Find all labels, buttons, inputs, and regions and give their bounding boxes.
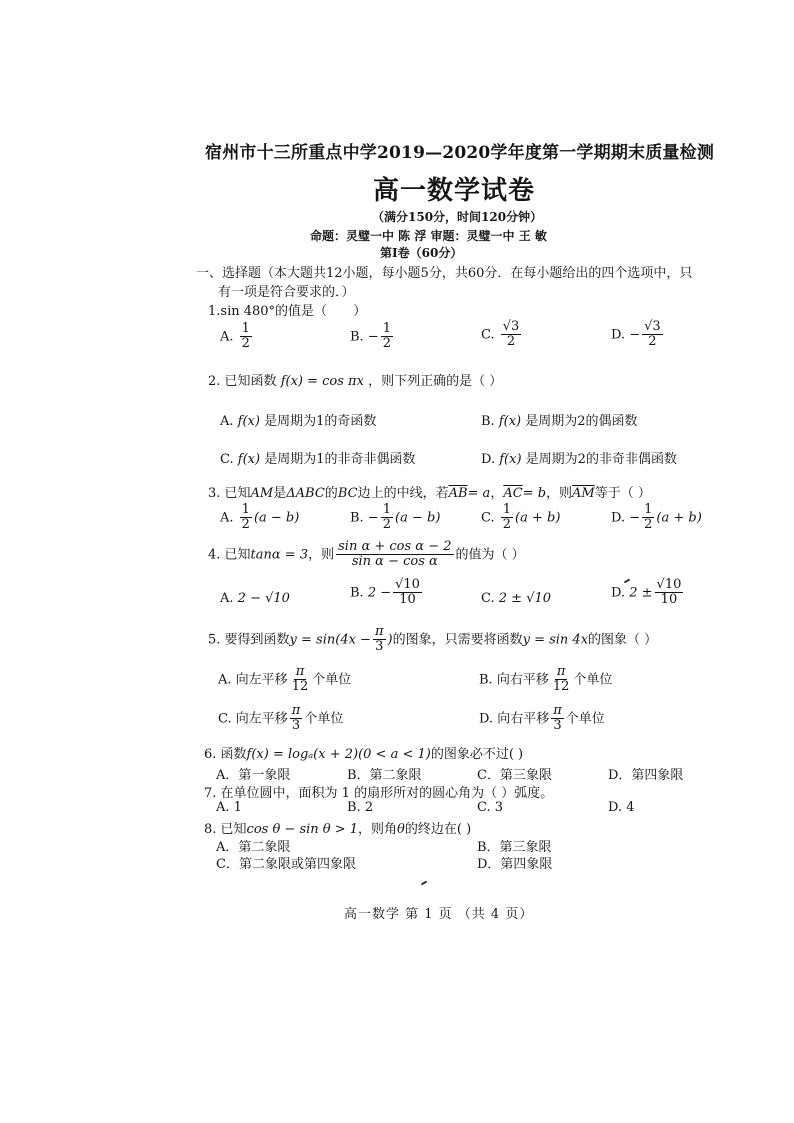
q3-eq-a: = a	[467, 486, 491, 501]
q2-stem-post: ，则下列正确的是（ ）	[368, 374, 503, 389]
q4-stem-cond: tanα = 3	[250, 547, 309, 563]
q3-option-d	[611, 503, 702, 533]
q5-option-d	[479, 704, 605, 734]
q5-c-num: π	[291, 703, 301, 718]
question-3-stem	[208, 482, 651, 501]
q3-b-label: B.	[350, 510, 364, 526]
q4-stem-post: 的值为（ ）	[455, 547, 525, 563]
q1-option-c	[481, 320, 523, 350]
q2-a-math: f(x)	[237, 414, 260, 429]
q8-stem-pre: 8. 已知	[204, 822, 247, 837]
q8-option-c: C．第二象限或第四象限	[216, 857, 356, 872]
q3-s6: 等于（ ）	[594, 486, 651, 501]
q1-stem-post: ）	[353, 304, 367, 319]
q3-vec-ab: $\overline{AB}$	[448, 486, 468, 501]
q1-b-den: 2	[382, 336, 392, 352]
q8-stem-theta: θ	[397, 822, 405, 837]
page-title: 高一数学试卷	[373, 176, 536, 206]
q5-fn1-close: )	[387, 632, 393, 648]
score-time: （满分150分，时间120分钟）	[372, 210, 543, 224]
q3-s1: 3. 已知	[208, 486, 251, 501]
q5-option-a	[218, 665, 351, 695]
q4-b-fraction	[393, 578, 422, 608]
q3-d-label: D.	[611, 510, 626, 526]
q3-vec-am: $\overline{AM}$	[572, 486, 595, 501]
q1-stem-pre: 1.sin 480°的值是（	[208, 304, 328, 319]
q1-b-num: 1	[382, 321, 392, 336]
q3-bc: BC	[337, 486, 358, 501]
q5-d-fraction	[551, 704, 564, 734]
q5-stem-mid: 的图象，只需要将函数	[392, 632, 523, 648]
q1-b-label: B.	[350, 329, 364, 345]
q3-b-fraction	[381, 503, 393, 533]
q5-b-unit: 个单位	[573, 672, 613, 688]
q5-stem-pre: 5. 要得到函数	[208, 632, 290, 648]
q3-s2: 是	[273, 486, 287, 501]
q1-a-den: 2	[241, 336, 250, 352]
q5-a-text: 向左平移	[235, 672, 288, 688]
q3-am: AM	[250, 486, 274, 501]
q6-stem-math: f(x) = logₐ(x + 2)(0 < a < 1)	[246, 747, 431, 762]
q2-b-text: 是周期为2的偶函数	[525, 414, 638, 429]
question-8-stem	[204, 818, 471, 837]
q1-d-fraction	[642, 320, 663, 350]
q3-c-expr: (a + b)	[515, 510, 561, 526]
question-2-stem	[208, 370, 502, 389]
q1-a-label: A.	[220, 329, 234, 345]
q2-option-c	[220, 448, 415, 467]
q5-stem-post: 的图象（ ）	[588, 632, 658, 648]
q3-a-expr: (a − b)	[253, 510, 300, 526]
q1-option-b	[350, 322, 395, 352]
q4-a-label: A.	[220, 591, 234, 606]
q8-stem-mid: ，则角	[358, 822, 398, 837]
q2-d-text: 是周期为2的非奇非偶函数	[525, 452, 677, 467]
q3-a-den: 2	[241, 517, 250, 533]
q4-d-label: D.	[611, 585, 626, 601]
q3-comma: ，	[490, 486, 504, 501]
q4-frac-den: sin α − cos α	[351, 554, 438, 570]
question-1-stem	[208, 300, 366, 319]
q3-a-num: 1	[241, 502, 250, 517]
q5-c-unit: 个单位	[304, 711, 344, 727]
q5-a-label: A.	[218, 672, 232, 688]
q5-b-num: π	[556, 664, 566, 679]
q1-a-num: 1	[241, 321, 250, 336]
q5-a-fraction	[290, 665, 311, 695]
q4-frac-num: sin α + cos α − 2	[338, 539, 452, 554]
q2-b-label: B.	[481, 414, 495, 429]
q5-b-fraction	[551, 665, 572, 695]
q8-option-d: D．第四象限	[477, 857, 553, 872]
q3-b-sign: −	[367, 510, 379, 526]
part-title: 第Ⅰ卷（60分）	[380, 246, 463, 260]
q2-stem-math: f(x) = cos πx	[280, 374, 364, 389]
q3-b-den: 2	[382, 517, 392, 533]
q6-option-a: A．第一象限	[216, 768, 291, 783]
q4-stem-mid: ，则	[308, 547, 335, 563]
q2-option-a	[220, 410, 376, 429]
q3-c-num: 1	[502, 502, 512, 517]
section-heading-line2: 有一项是符合要求的．）	[218, 285, 355, 300]
q5-fn2: y = sin 4x	[522, 632, 589, 648]
q1-d-num: √3	[644, 319, 661, 334]
q4-b-pre: 2 −	[367, 585, 392, 601]
q1-b-fraction	[381, 322, 393, 352]
authors: 命题：灵璧一中 陈 浮 审题：灵璧一中 王 敏	[310, 229, 547, 243]
q3-d-expr: (a + b)	[656, 510, 702, 526]
section-heading-line1: 一、选择题（本大题共12小题，每小题5分，共60分．在每小题给出的四个选项中，只	[196, 266, 693, 281]
q4-option-b	[350, 578, 424, 608]
q5-b-text: 向右平移	[496, 672, 549, 688]
question-5-stem	[208, 625, 657, 655]
q3-eq-b: = b	[522, 486, 547, 501]
q1-a-fraction	[240, 322, 252, 352]
q5-option-c	[218, 704, 343, 734]
q2-c-label: C.	[220, 452, 234, 467]
q4-d-num: √10	[656, 577, 682, 592]
q1-c-fraction	[501, 320, 522, 350]
q7-option-c: C. 3	[477, 800, 504, 815]
page-footer: 高一数学 第 1 页 （共 4 页）	[344, 907, 534, 922]
q2-d-math: f(x)	[499, 452, 522, 467]
q6-stem-post: 的图象必不过( )	[430, 747, 524, 762]
q6-stem-pre: 6. 函数	[204, 747, 247, 762]
school-exam-header: 宿州市十三所重点中学2019—2020学年度第一学期期末质量检测	[205, 143, 715, 163]
q5-d-unit: 个单位	[565, 711, 605, 727]
q3-vec-ac: $\overline{AC}$	[503, 486, 523, 501]
q5-c-den: 3	[291, 718, 301, 734]
q5-a-num: π	[295, 664, 305, 679]
q3-b-num: 1	[382, 502, 392, 517]
q3-d-fraction	[642, 503, 654, 533]
q5-d-label: D.	[479, 711, 494, 727]
question-7-stem: 7. 在单位圆中，面积为 1 的扇形所对的圆心角为（ ）弧度。	[204, 786, 554, 801]
q4-c-label: C.	[481, 591, 495, 606]
q4-option-d	[611, 578, 685, 608]
q7-option-a: A. 1	[216, 800, 242, 815]
q4-stem-pre: 4. 已知	[208, 547, 251, 563]
q4-c-expr: 2 ± √10	[498, 591, 552, 606]
q4-d-fraction	[655, 578, 684, 608]
q2-stem-pre: 2. 已知函数	[208, 374, 277, 389]
q8-option-a: A．第二象限	[216, 840, 291, 855]
q4-b-den: 10	[399, 592, 416, 608]
q3-c-den: 2	[502, 517, 512, 533]
q3-a-fraction	[240, 503, 252, 533]
question-4-stem	[208, 540, 525, 570]
q2-option-d	[481, 448, 677, 467]
q4-b-label: B.	[350, 585, 364, 601]
q3-s4: 边上的中线，若	[357, 486, 449, 501]
q5-c-fraction	[290, 704, 303, 734]
q8-stem-post: 的终边在( )	[404, 822, 472, 837]
q6-option-b: B．第二象限	[347, 768, 422, 783]
q2-d-label: D.	[481, 452, 496, 467]
q2-b-math: f(x)	[498, 414, 522, 429]
q3-c-fraction	[501, 503, 513, 533]
question-6-stem	[204, 743, 523, 762]
q4-d-den: 10	[660, 592, 678, 608]
q1-b-sign: −	[367, 329, 379, 345]
q2-a-text: 是周期为1的奇函数	[264, 414, 377, 429]
q5-a-den: 12	[291, 679, 309, 695]
q3-d-sign: −	[629, 510, 641, 526]
q1-option-d	[611, 320, 665, 350]
q5-fn1-den: 3	[375, 639, 384, 655]
q4-a-expr: 2 − √10	[237, 591, 290, 606]
q2-option-b	[481, 410, 638, 429]
q5-c-text: 向左平移	[235, 711, 288, 727]
q1-c-den: 2	[506, 334, 516, 350]
q3-abc: ΔABC	[286, 486, 325, 501]
q3-option-c	[481, 503, 560, 533]
q3-d-den: 2	[644, 517, 653, 533]
q3-c-label: C.	[481, 510, 495, 526]
q5-fn1: y = sin(4x −	[289, 632, 371, 648]
q8-stem-math: cos θ − sin θ > 1	[246, 822, 359, 837]
q1-d-den: 2	[648, 334, 657, 350]
q5-d-text: 向右平移	[497, 711, 550, 727]
q5-c-label: C.	[218, 711, 232, 727]
q5-a-unit: 个单位	[312, 672, 352, 688]
q8-option-b: B．第三象限	[477, 840, 552, 855]
q2-a-label: A.	[220, 414, 234, 429]
q4-b-num: √10	[395, 577, 420, 592]
q3-s5: ，则	[546, 486, 573, 501]
q1-c-num: √3	[502, 319, 520, 334]
q5-fn1-num: π	[374, 624, 384, 639]
q5-d-den: 3	[553, 718, 562, 734]
q6-option-d: D．第四象限	[608, 768, 684, 783]
q3-option-a	[220, 503, 299, 533]
q1-d-sign: −	[629, 327, 641, 343]
q4-option-a	[220, 591, 290, 606]
q7-option-d: D. 4	[608, 800, 635, 815]
q1-c-label: C.	[481, 327, 495, 343]
q5-b-label: B.	[479, 672, 493, 688]
q3-d-num: 1	[644, 502, 653, 517]
q5-d-num: π	[553, 703, 562, 718]
q6-option-c: C．第三象限	[477, 768, 552, 783]
q5-b-den: 12	[552, 679, 570, 695]
q4-d-pre: 2 ±	[629, 585, 653, 601]
q5-option-b	[479, 665, 612, 695]
q4-stem-fraction	[336, 540, 453, 570]
scan-speck	[421, 881, 427, 886]
q3-s3: 的	[324, 486, 338, 501]
q5-fn1-fraction	[373, 625, 386, 655]
q1-d-label: D.	[611, 327, 626, 343]
q2-c-text: 是周期为1的非奇非偶函数	[264, 452, 416, 467]
q1-option-a	[220, 322, 254, 352]
q2-c-math: f(x)	[237, 452, 261, 467]
q3-b-expr: (a − b)	[395, 510, 441, 526]
q7-option-b: B. 2	[347, 800, 374, 815]
q3-a-label: A.	[220, 510, 234, 526]
q3-option-b	[350, 503, 440, 533]
q4-option-c	[481, 591, 551, 606]
